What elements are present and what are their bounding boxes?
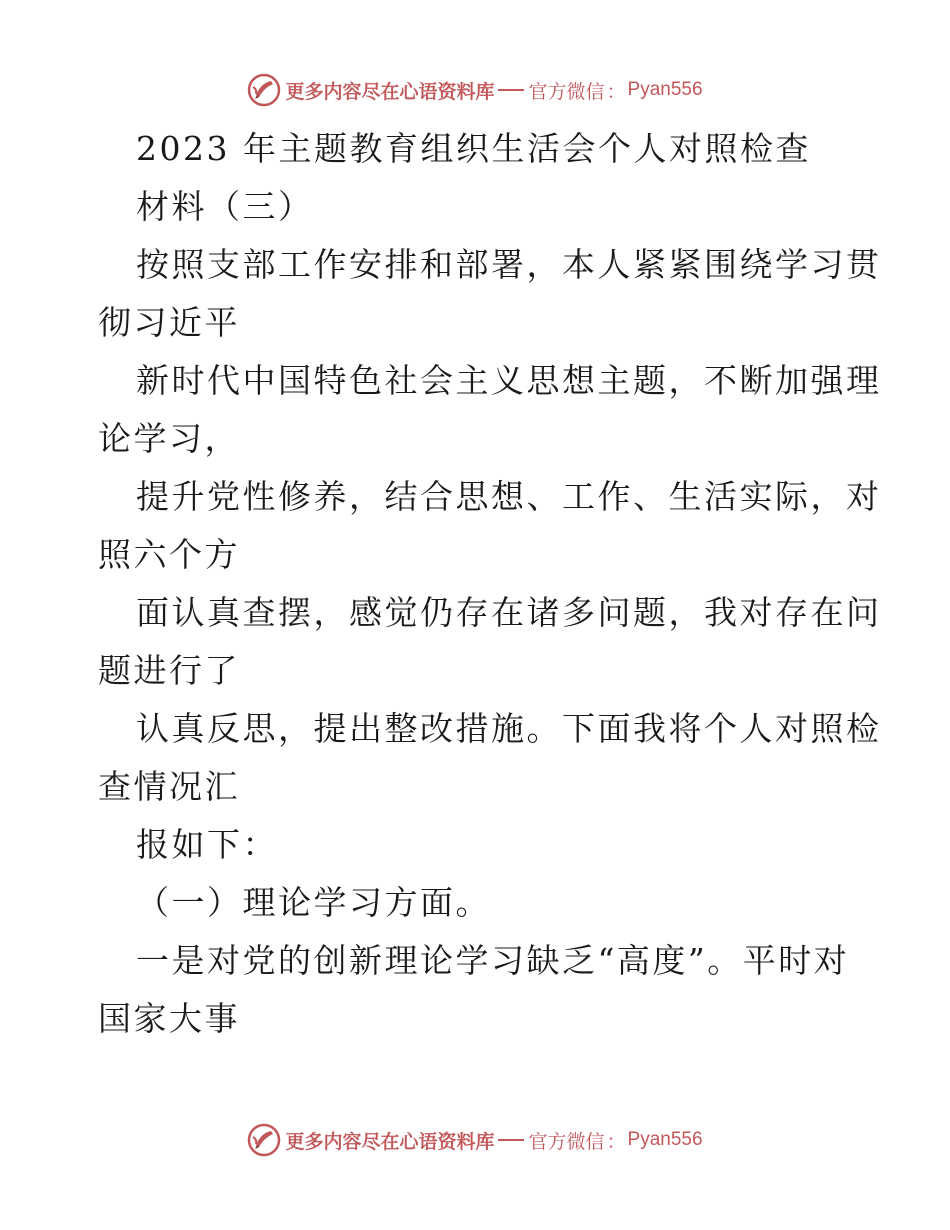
doc-line: 照六个方	[98, 535, 240, 574]
footer-watermark	[0, 1120, 950, 1160]
doc-line: 一是对党的创新理论学习缺乏“高度”。平时对	[136, 941, 850, 980]
doc-title-line-2: 材料（三）	[136, 187, 314, 226]
doc-line: 论学习，	[98, 419, 240, 458]
doc-title-line-1: 2023 年主题教育组织生活会个人对照检查	[136, 129, 811, 168]
doc-line: 面认真查摆，感觉仍存在诸多问题，我对存在问	[136, 593, 882, 632]
watermark-account: Pyan556	[627, 79, 703, 100]
doc-line: 提升党性修养，结合思想、工作、生活实际，对	[136, 477, 882, 516]
doc-line: 按照支部工作安排和部署，本人紧紧围绕学习贯	[136, 245, 882, 284]
watermark-label: 官方微信	[528, 80, 605, 103]
hand-pen-logo-icon	[247, 1123, 281, 1157]
hand-pen-logo-icon	[247, 73, 281, 107]
doc-line: 题进行了	[98, 651, 240, 690]
watermark-separator: ：	[606, 1130, 626, 1153]
header-watermark	[0, 70, 950, 110]
doc-line: 查情况汇	[98, 767, 240, 806]
watermark-dash	[498, 89, 524, 91]
watermark-separator: ：	[606, 80, 626, 103]
watermark-brand: 更多内容尽在心语资料库	[285, 1130, 495, 1153]
section-heading: （一）理论学习方面。	[136, 883, 491, 922]
doc-line: 国家大事	[98, 999, 240, 1038]
watermark-account: Pyan556	[627, 1129, 703, 1150]
doc-line: 报如下：	[136, 825, 278, 864]
document-body	[98, 120, 882, 1048]
watermark-label: 官方微信	[528, 1130, 605, 1153]
doc-line: 彻习近平	[98, 303, 240, 342]
doc-line: 新时代中国特色社会主义思想主题，不断加强理	[136, 361, 882, 400]
doc-line: 认真反思，提出整改措施。下面我将个人对照检	[136, 709, 882, 748]
watermark-dash	[498, 1139, 524, 1141]
watermark-brand: 更多内容尽在心语资料库	[285, 80, 495, 103]
